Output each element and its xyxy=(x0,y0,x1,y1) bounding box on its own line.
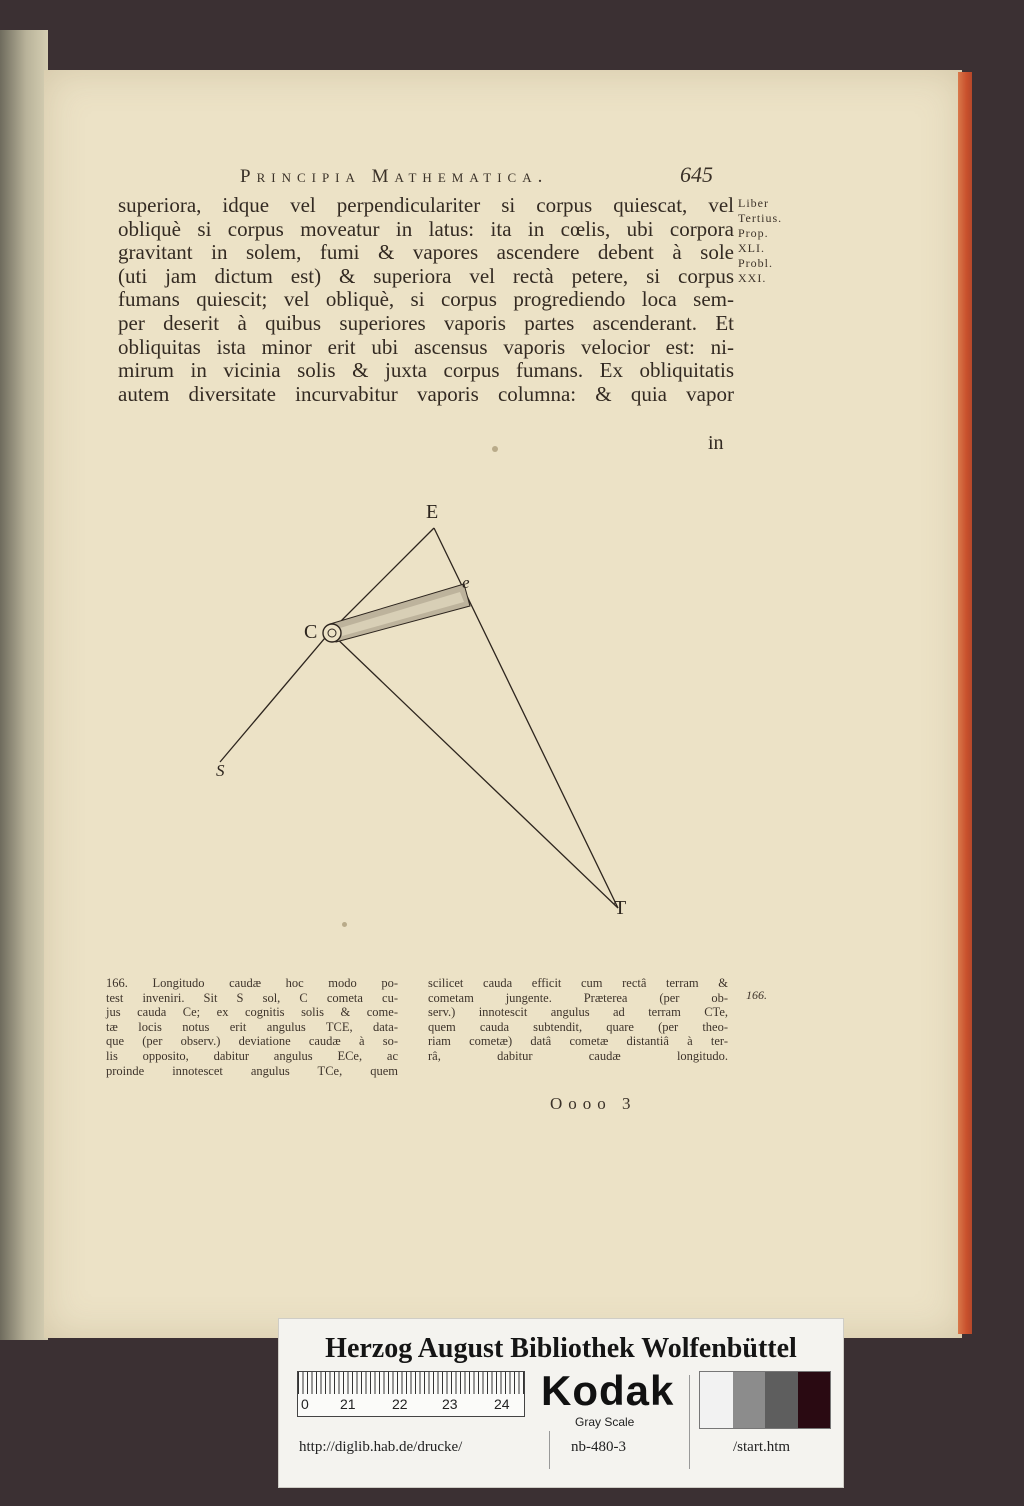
ruler-label: 0 xyxy=(301,1396,309,1412)
card-divider xyxy=(689,1375,690,1469)
running-head: Principia Mathematica. xyxy=(240,166,549,187)
kodak-logo: Kodak xyxy=(541,1367,675,1414)
margin-note-line: Prop. xyxy=(738,226,769,240)
signature-mark: Oooo 3 xyxy=(550,1094,637,1113)
ruler-label: 22 xyxy=(392,1396,408,1412)
paper-spot xyxy=(342,922,347,927)
left-page-edge xyxy=(0,30,48,1340)
margin-note-line: Liber xyxy=(738,196,769,210)
label-s: S xyxy=(216,761,225,780)
gray-patch xyxy=(733,1372,766,1428)
gray-patch xyxy=(798,1372,831,1428)
comet-tail-diagram xyxy=(190,490,670,930)
body-line: per deserit à quibus superiores vaporis partes ascenderant. Et xyxy=(118,310,734,335)
label-small-e: e xyxy=(462,573,470,592)
margin-note xyxy=(738,196,798,286)
body-line: obliquitas ista minor erit ubi ascensus vaporis velocior est: ni- xyxy=(118,334,734,359)
footnote-line: scilicet cauda efficit cum rectâ terram & xyxy=(428,976,728,990)
footnote-marker: 166. xyxy=(746,988,767,1002)
ruler-ticks xyxy=(298,1372,524,1394)
label-e: E xyxy=(426,501,439,523)
ruler-label: 21 xyxy=(340,1396,356,1412)
label-c: C xyxy=(304,621,318,643)
ruler-label: 24 xyxy=(494,1396,510,1412)
footnote-line: test inveniri. Sit S sol, C cometa cu- xyxy=(106,990,398,1005)
footnote-line: quem cauda subtendit, quare (per theo- xyxy=(428,1019,728,1034)
ruler-tick-labels xyxy=(298,1396,524,1414)
catchword: in xyxy=(708,432,724,454)
footnote-line: serv.) innotescit angulus ad terram CTe, xyxy=(428,1005,728,1020)
body-line: mirum in vicinia solis & juxta corpus fumans. Ex obliquitatis xyxy=(118,358,734,383)
footnote-line: riam cometæ) datâ cometæ distantiâ à ter- xyxy=(428,1034,728,1049)
margin-note-line: Probl. xyxy=(738,256,774,270)
footnote-line: proinde innotescet angulus TCe, quem xyxy=(106,1063,398,1078)
body-line: autem diversitate incurvabitur vaporis columna: & quia vapor xyxy=(118,381,734,406)
body-line: fumans quiescit; vel obliquè, si corpus progrediendo loca sem- xyxy=(118,287,734,312)
footnote-line: cometam jungente. Præterea (per ob- xyxy=(428,990,728,1005)
body-line: (uti jam dictum est) & superiora vel rectà petere, si corpus xyxy=(118,263,734,288)
gray-scale-label: Gray Scale xyxy=(575,1415,635,1429)
page-number: 645 xyxy=(680,162,713,187)
card-url: http://diglib.hab.de/drucke/ xyxy=(299,1439,463,1455)
card-id: nb-480-3 xyxy=(571,1439,626,1455)
line-c-t xyxy=(330,632,618,908)
body-line: superiora, idque vel perpendiculariter si corpus quiescat, vel xyxy=(118,193,734,217)
body-line: gravitant in solem, fumi & vapores ascendere debent à sole xyxy=(118,240,734,265)
footnote-line: lis opposito, dabitur angulus ECe, ac xyxy=(106,1048,398,1063)
scale-card xyxy=(278,1318,844,1488)
paper-spot xyxy=(492,446,498,452)
card-start: /start.htm xyxy=(733,1439,791,1455)
gray-patch xyxy=(765,1372,798,1428)
card-title: Herzog August Bibliothek Wolfenbüttel xyxy=(325,1333,797,1364)
footnote-line: tæ locis notus erit angulus TCE, data- xyxy=(106,1019,398,1034)
footnote-line: jus cauda Ce; ex cognitis solis & come- xyxy=(106,1005,398,1020)
gray-patches xyxy=(699,1371,831,1429)
footnote-right xyxy=(428,976,728,1064)
body-line: obliquè si corpus moveatur in latus: ita in cœlis, ubi corpora xyxy=(118,216,734,241)
ruler xyxy=(297,1371,525,1417)
margin-note-line: XLI. xyxy=(738,241,765,255)
label-t: T xyxy=(614,897,627,919)
margin-note-line: Tertius. xyxy=(738,211,783,225)
footnote-line: que (per observ.) deviatione caudæ à so- xyxy=(106,1034,398,1049)
page-edge-red xyxy=(958,72,972,1334)
margin-note-line: XXI. xyxy=(738,271,767,285)
ruler-label: 23 xyxy=(442,1396,458,1412)
footnote-line: 166. Longitudo caudæ hoc modo po- xyxy=(106,976,398,990)
comet-head xyxy=(323,624,341,642)
gray-patch xyxy=(700,1372,733,1428)
line-c-s xyxy=(220,632,330,762)
footnote-left xyxy=(106,976,398,1078)
card-divider xyxy=(549,1431,550,1469)
footnote-line: râ, dabitur caudæ longitudo. xyxy=(428,1048,728,1063)
comet-tail-shading xyxy=(340,592,464,636)
body-text xyxy=(118,194,734,406)
